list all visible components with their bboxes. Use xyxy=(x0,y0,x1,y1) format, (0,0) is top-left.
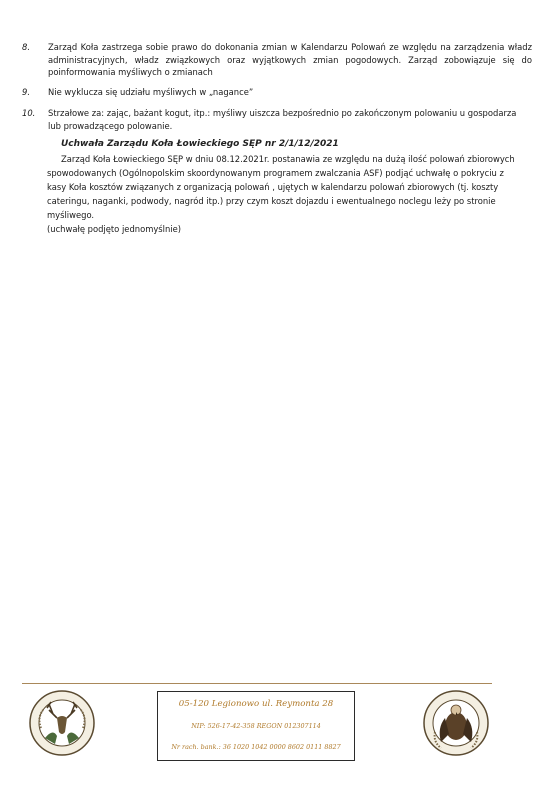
list-number: 9. xyxy=(22,87,30,97)
deer-emblem-icon xyxy=(27,688,97,758)
address-line: 05-120 Legionowo ul. Reymonta 28 xyxy=(178,699,334,709)
list-item-9 xyxy=(22,86,532,99)
vulture-emblem-icon xyxy=(421,688,491,758)
list-text: Zarząd Koła zastrzega sobie prawo do dokonania zmian w Kalendarzu Polowań ze względu na zarządzenia władz administracyjnych, władz związkowych oraz wyjątkowych zmian pogodowych. Zarząd zobowiązuje się do poinformowania myśliwych o zmianach xyxy=(48,42,532,78)
resolution-title: Uchwała Zarządu Koła Łowieckiego SĘP nr 2/1/12/2021 xyxy=(61,139,339,149)
resolution-text: Zarząd Koła Łowieckiego SĘP w dniu 08.12.2021r. postanawia ze względu na dużą ilość polowań zbiorowych spowodowanych (Ogólnopolskim skoordynowanym programem zwalczania ASF) podjąć uchwałę o pokryciu z kasy Koła kosztów związanych z organizacją polowań , ujętych w kalendarzu polowań zbiorowych (tj. koszty cateringu, naganki, podwody, nagród itp.) przy czym koszt dojazdu i ewentualnego noclegu leży po stronie myśliwego. xyxy=(47,154,515,220)
list-number: 10. xyxy=(22,108,36,118)
list-number: 8. xyxy=(22,42,30,52)
list-text: Nie wyklucza się udziału myśliwych w „nagance” xyxy=(48,87,254,97)
list-text: Strzałowe za: zając, bażant kogut, itp.: myśliwy uiszcza bezpośrednio po zakończonym polowaniu u gospodarza lub prowadzącego polowanie. xyxy=(48,108,517,131)
bank-account-line: Nr rach. bank.: 36 1020 1042 0000 8602 0111 8827 xyxy=(171,743,341,751)
address-box xyxy=(157,691,355,761)
list-item-8 xyxy=(22,41,532,79)
resolution-note: (uchwałę podjęto jednomyślnie) xyxy=(47,224,182,234)
nip-regon-line: NIP: 526-17-42-358 REGON 012307114 xyxy=(191,722,321,730)
resolution-body xyxy=(47,152,517,236)
list-item-10 xyxy=(22,107,532,132)
footer-divider xyxy=(22,683,492,684)
